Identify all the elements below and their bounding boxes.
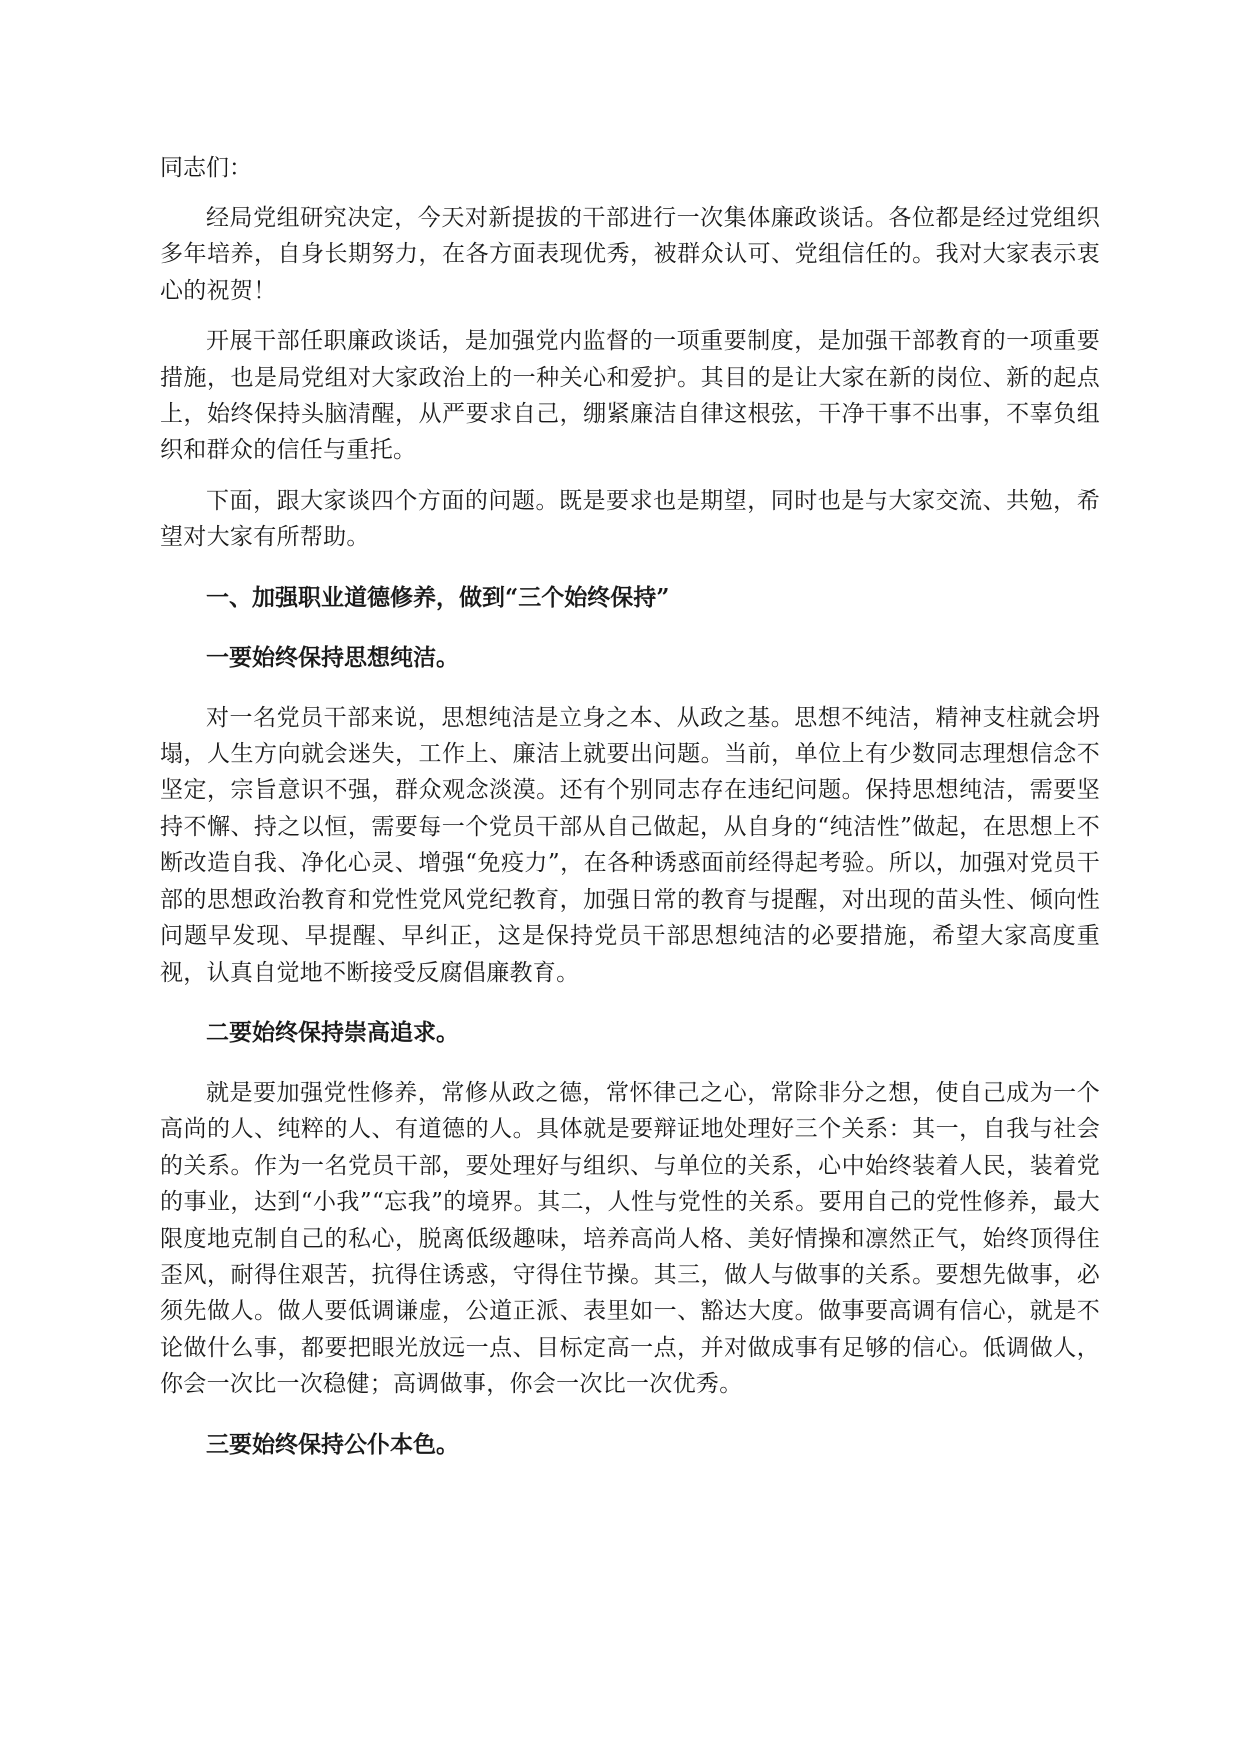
document-page xyxy=(160,150,1100,1487)
point-1-title: 一要始终保持思想纯洁。 xyxy=(206,643,459,671)
section-heading: 一、加强职业道德修养，做到“三个始终保持” xyxy=(206,583,670,611)
point-3-title: 三要始终保持公仆本色。 xyxy=(206,1430,459,1458)
intro-paragraph-2: 开展干部任职廉政谈话，是加强党内监督的一项重要制度，是加强干部教育的一项重要措施，也是局党组对大家政治上的一种关心和爱护。其目的是让大家在新的岗位、新的起点上，始终保持头脑清醒，从严要求自己，绷紧廉洁自律这根弦，干净干事不出事，不辜负组织和群众的信任与重托。 xyxy=(160,328,1100,464)
point-2-body: 就是要加强党性修养，常修从政之德，常怀律己之心，常除非分之想，使自己成为一个高尚的人、纯粹的人、有道德的人。具体就是要辩证地处理好三个关系：其一，自我与社会的关系。作为一名党员干部，要处理好与组织、与单位的关系，心中始终装着人民，装着党的事业，达到“小我”“忘我”的境界。其二，人性与党性的关系。要用自己的党性修养，最大限度地克制自己的私心，脱离低级趣味，培养高尚人格、美好情操和凛然正气，始终顶得住歪风，耐得住艰苦，抗得住诱惑，守得住节操。其三，做人与做事的关系。要想先做事，必须先做人。做人要低调谦虚，公道正派、表里如一、豁达大度。做事要高调有信心，就是不论做什么事，都要把眼光放远一点、目标定高一点，并对做成事有足够的信心。低调做人，你会一次比一次稳健；高调做事，你会一次比一次优秀。 xyxy=(160,1079,1100,1398)
intro-paragraph-1: 经局党组研究决定，今天对新提拔的干部进行一次集体廉政谈话。各位都是经过党组织多年培养，自身长期努力，在各方面表现优秀，被群众认可、党组信任的。我对大家表示衷心的祝贺！ xyxy=(160,205,1100,304)
point-2-title: 二要始终保持崇高追求。 xyxy=(206,1018,459,1046)
point-1-body: 对一名党员干部来说，思想纯洁是立身之本、从政之基。思想不纯洁，精神支柱就会坍塌，人生方向就会迷失，工作上、廉洁上就要出问题。当前，单位上有少数同志理想信念不坚定，宗旨意识不强，群众观念淡漠。还有个别同志存在违纪问题。保持思想纯洁，需要坚持不懈、持之以恒，需要每一个党员干部从自己做起，从自身的“纯洁性”做起，在思想上不断改造自我、净化心灵、增强“免疫力”，在各种诱惑面前经得起考验。所以，加强对党员干部的思想政治教育和党性党风党纪教育，加强日常的教育与提醒，对出现的苗头性、倾向性问题早发现、早提醒、早纠正，这是保持党员干部思想纯洁的必要措施，希望大家高度重视，认真自觉地不断接受反腐倡廉教育。 xyxy=(160,704,1100,986)
greeting: 同志们： xyxy=(160,155,252,181)
intro-paragraph-3: 下面，跟大家谈四个方面的问题。既是要求也是期望，同时也是与大家交流、共勉，希望对大家有所帮助。 xyxy=(160,487,1100,551)
